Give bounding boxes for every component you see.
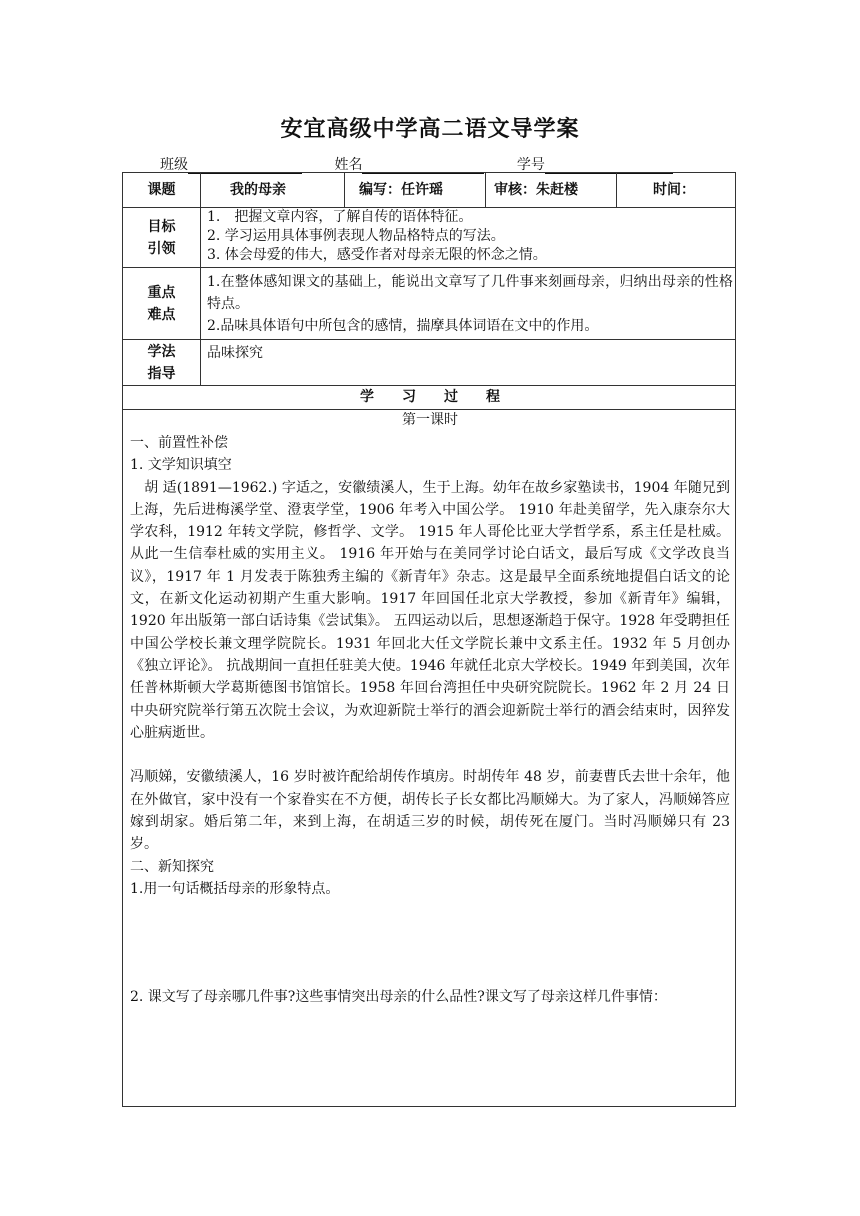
section-heading: 二、新知探究 xyxy=(130,858,214,875)
student-id-label: 学号 xyxy=(516,157,545,173)
feng-shundi-biography: 冯顺娣，安徽绩溪人，16 岁时被许配给胡传作填房。时胡传年 48 岁，前妻曹氏去世十余年，他在外做官，家中没有一个家眷实在不方便，胡传长子长女都比冯顺娣大。为了家人，冯顺娣答应嫁到胡家。婚后第二年，来到上海，在胡适三岁的时候，胡传死在厦门。当时冯顺娣只有 23 岁。 xyxy=(130,769,730,853)
topic-value: 我的母亲 xyxy=(230,182,286,198)
process-header: 学 习 过 程 xyxy=(360,389,500,405)
student-info-line xyxy=(160,154,673,174)
reviewer-field: 审核：朱赶楼 xyxy=(494,182,578,198)
question-1: 1.用一句话概括母亲的形象特点。 xyxy=(130,880,340,897)
goals-label xyxy=(123,216,200,260)
keypoints-list xyxy=(207,271,733,337)
lesson-label: 第一课时 xyxy=(402,412,458,428)
page-title: 安宜高级中学高二语文导学案 xyxy=(280,117,580,142)
keypoint-item: 2.品味具体语句中所包含的感情，揣摩具体词语在文中的作用。 xyxy=(207,318,599,334)
author-field xyxy=(359,179,443,201)
answer-space-1[interactable] xyxy=(130,900,730,986)
goal-item: 2. 学习运用具体事例表现人物品格特点的写法。 xyxy=(207,228,505,244)
method-label xyxy=(123,341,200,385)
topic-label: 课题 xyxy=(147,182,176,198)
method-label-line2: 指导 xyxy=(147,366,176,382)
name-label: 姓名 xyxy=(334,157,363,173)
keypoints-label xyxy=(123,282,200,326)
goal-item: 1. 把握文章内容，了解自传的语体特征。 xyxy=(207,209,473,225)
keypoint-item: 1.在整体感知课文的基础上，能说出文章写了几件事来刻画母亲，归纳出母亲的性格特点。 xyxy=(207,274,733,312)
author-text: 编写：任许瑶 xyxy=(359,182,443,198)
goals-list xyxy=(207,208,732,265)
method-value: 品味探究 xyxy=(207,345,263,361)
subsection-heading: 1. 文学知识填空 xyxy=(130,457,232,474)
goals-label-line1: 目标 xyxy=(147,219,176,235)
hu-shi-biography: 胡 适(1891—1962.) 字适之，安徽绩溪人，生于上海。幼年在故乡家塾读书，1904 年随兄到上海，先后进梅溪学堂、澄衷学堂，1906 年考入中国公学。 1910 年赴美留学，先入康奈尔大学农科，1912 年转文学院，修哲学、文学。 1915 年人哥伦比亚大学哲学系，系主任是杜威。从此一生信奉杜威的实用主义。 1916 年开始与在美同学讨论白话文，最后写成《文学改良当议》，1917 年 1 月发表于陈独秀主编的《新青年》杂志。这是最早全面系统地提倡白话文的论文，在新文化运动初期产生重大影响。1917 年回国任北京大学教授，参加《新青年》编辑，1920 年出版第一部白话诗集《尝试集》。 五四运动以后，思想逐渐趋于保守。1928 年受聘担任中国公学校长兼文理学院院长。1931 年回北大任文学院长兼中文系主任。1932 年 5 月创办《独立评论》。 抗战期间一直担任驻美大使。1946 年就任北京大学校长。1949 年到美国，次年任普林斯顿大学葛斯德图书馆馆长。1958 年回台湾担任中央研究院院长。1962 年 2 月 24 日中央研究院举行第五次院士会议，为欢迎新院士举行的酒会迎新院士举行的酒会结束时，因猝发心脏病逝世。 xyxy=(130,479,730,741)
answer-space-2[interactable] xyxy=(130,1009,730,1089)
blank-line xyxy=(130,744,730,766)
time-field: 时间： xyxy=(653,182,695,198)
method-label-line1: 学法 xyxy=(147,344,176,360)
keypoints-label-line2: 难点 xyxy=(147,307,176,323)
question-2: 2. 课文写了母亲哪几件事?这些事情突出母亲的什么品性?课文写了母亲这样几件事情： xyxy=(130,989,667,1006)
keypoints-label-line1: 重点 xyxy=(147,285,176,301)
process-body xyxy=(130,432,730,1089)
section-heading: 一、前置性补偿 xyxy=(130,435,228,451)
goal-item: 3. 体会母爱的伟大，感受作者对母亲无限的怀念之情。 xyxy=(207,247,547,263)
study-guide-table xyxy=(122,172,736,1107)
goals-label-line2: 引领 xyxy=(147,241,176,257)
class-label: 班级 xyxy=(160,157,188,173)
